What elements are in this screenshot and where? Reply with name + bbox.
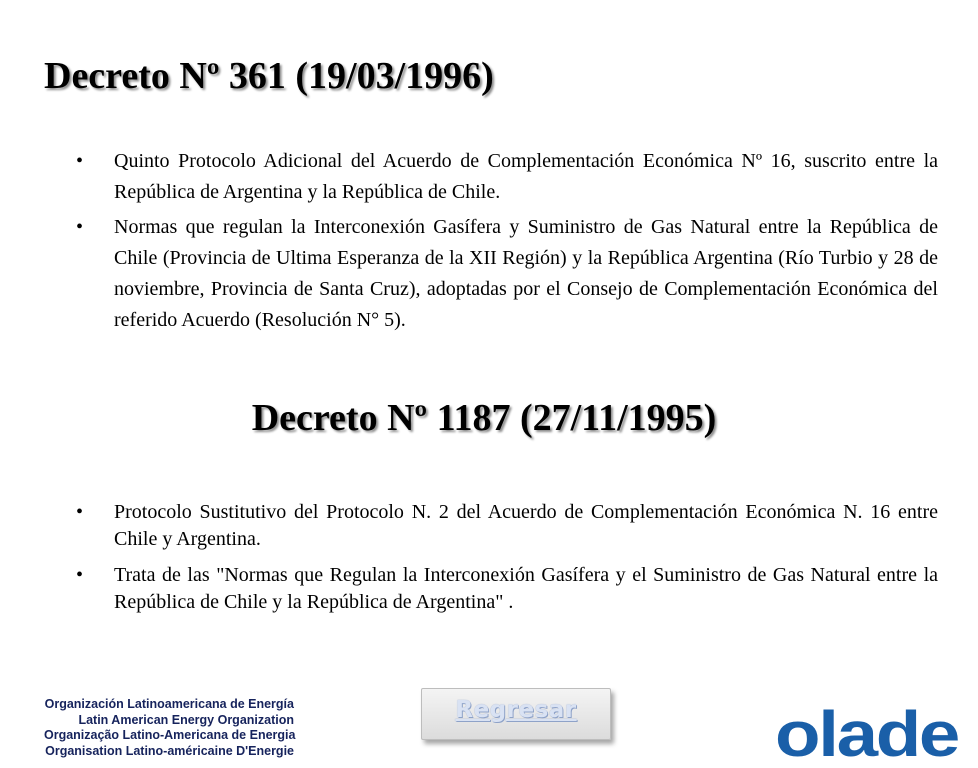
list-item-text: Quinto Protocolo Adicional del Acuerdo de Complementación Económica Nº 16, suscrito entre la República de Argentina y la República de Chile. xyxy=(114,150,938,203)
bullet-icon: • xyxy=(76,564,84,586)
org-name-es: Organización Latinoamericana de Energía xyxy=(44,697,294,711)
back-button[interactable] xyxy=(421,688,611,740)
org-name-pt: Organização Latino-Americana de Energia xyxy=(44,728,296,742)
bullet-icon: • xyxy=(76,150,84,172)
back-button-label: Regresar xyxy=(455,697,577,723)
list-item xyxy=(76,562,938,616)
list-item xyxy=(76,499,938,553)
bullet-icon: • xyxy=(76,216,84,238)
list-item-text: Normas que regulan la Interconexión Gasífera y Suministro de Gas Natural entre la República de Chile (Provincia de Ultima Esperanza de la XII Región) y la República Argentina (Río Turbio y 28 de noviembre, Provincia de Santa Cruz), adoptadas por el Consejo de Complementación Económica del referido Acuerdo (Resolución N° 5). xyxy=(114,216,938,331)
olade-logo xyxy=(775,700,960,762)
section2-bullet-list xyxy=(76,499,938,625)
section1-heading: Decreto Nº 361 (19/03/1996) xyxy=(44,55,494,97)
list-item-text: Trata de las "Normas que Regulan la Interconexión Gasífera y el Suministro de Gas Natural entre la República de Chile y la República de Argentina" . xyxy=(114,564,938,613)
section2-heading: Decreto Nº 1187 (27/11/1995) xyxy=(251,397,717,439)
section1-bullet-list xyxy=(76,146,938,340)
list-item xyxy=(76,146,938,208)
organization-names xyxy=(44,697,294,759)
list-item xyxy=(76,212,938,336)
bullet-icon: • xyxy=(76,501,84,523)
list-item-text: Protocolo Sustitutivo del Protocolo N. 2 del Acuerdo de Complementación Económica N. 16 entre Chile y Argentina. xyxy=(114,501,938,550)
org-name-en: Latin American Energy Organization xyxy=(78,712,294,727)
logo-text: olade xyxy=(775,700,959,762)
org-name-fr: Organisation Latino-américaine D'Energie xyxy=(45,743,294,758)
